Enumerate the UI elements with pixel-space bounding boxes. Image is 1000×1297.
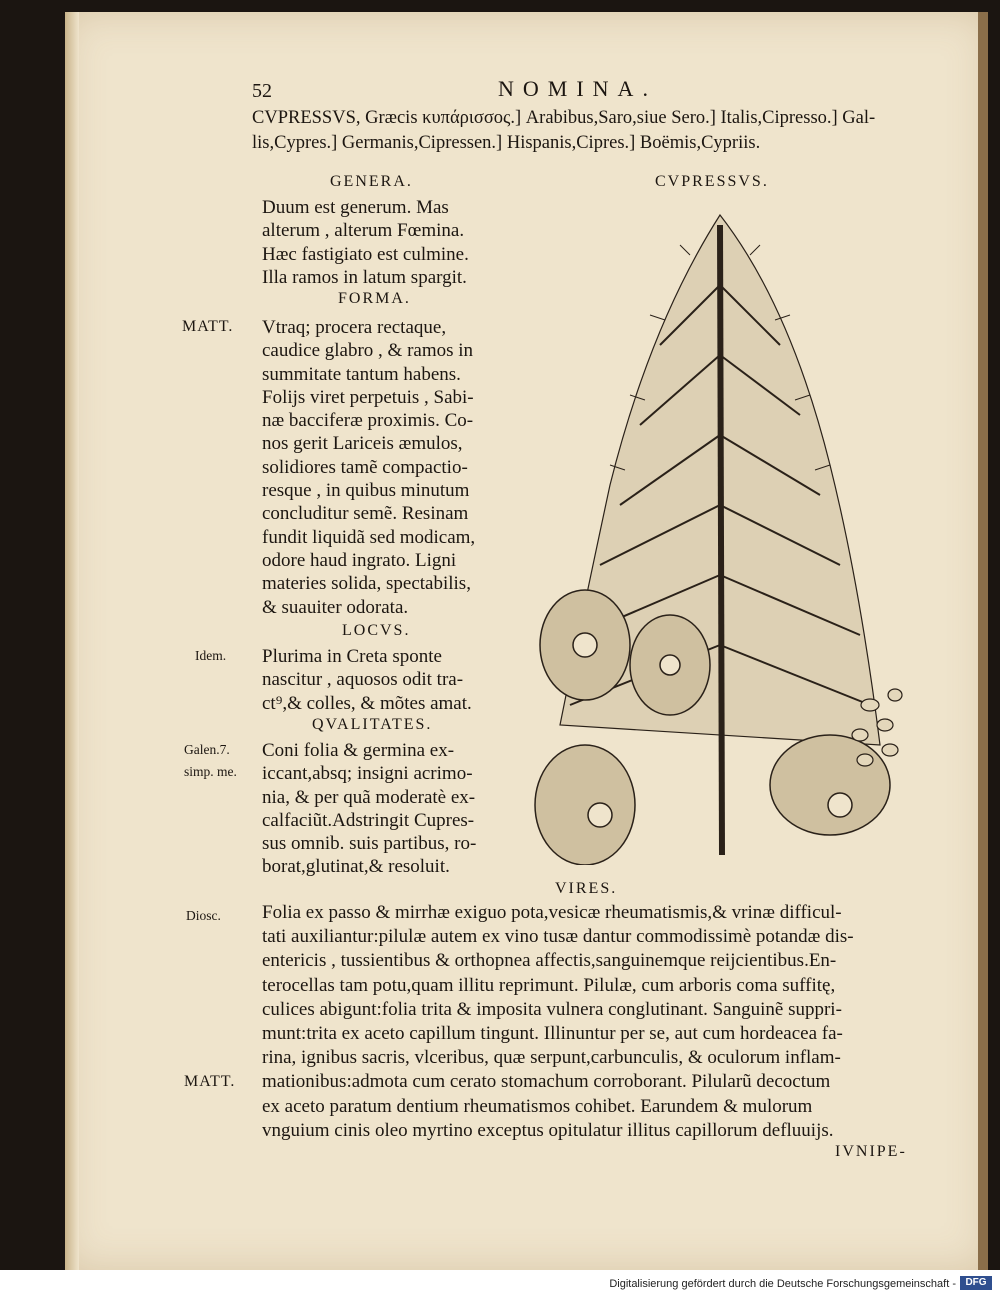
dfg-logo-icon: DFG: [960, 1276, 992, 1290]
text-line: sus omnib. suis partibus, ro-: [262, 833, 477, 855]
text-line: ct⁹,& colles, & mõtes amat.: [262, 692, 472, 714]
text-line: Duum est generum. Mas: [262, 197, 449, 218]
text-line: nia, & per quã moderatè ex-: [262, 786, 476, 808]
text-line: terocellas tam potu,quam illitu reprimunt. Pilulæ, cum arboris coma suffitę,: [262, 974, 836, 996]
text-line: resque , in quibus minutum: [262, 480, 470, 502]
marginal-note-diosc: Diosc.: [186, 908, 221, 923]
text-line: summitate tantum habens.: [262, 363, 461, 385]
text-line: borat,glutinat,& resoluit.: [262, 856, 450, 878]
marginal-note-galen-2: simp. me.: [184, 764, 237, 779]
text-line: Folia ex passo & mirrhæ exiguo pota,vesicæ rheumatismis,& vrinæ difficul-: [262, 902, 842, 923]
heading-genera: GENERA.: [330, 173, 413, 190]
text-line: entericis , tussientibus & orthopnea affectis,sanguinemque reijcientibus.En-: [262, 950, 837, 972]
text-line: nascitur , aquosos odit tra-: [262, 669, 464, 691]
heading-illustration: CVPRESSVS.: [655, 173, 769, 190]
title-line-2: lis,Cypres.] Germanis,Cipressen.] Hispanis,Cipres.] Boëmis,Cypriis.: [252, 133, 761, 153]
book-spine-edge: [978, 12, 988, 1270]
heading-locus: LOCVS.: [342, 622, 411, 639]
text-line: & suauiter odorata.: [262, 596, 409, 618]
text-line: calfaciũt.Adstringit Cupres-: [262, 809, 475, 831]
digitization-footer: [0, 1270, 1000, 1297]
running-head: NOMINA.: [498, 76, 657, 101]
genera-text: [262, 196, 469, 289]
text-line: Vtraq; procera rectaque,: [262, 317, 447, 338]
text-line: nos gerit Lariceis æmulos,: [262, 433, 463, 455]
cypress-tree-woodcut-illustration: [530, 205, 910, 865]
marginal-note-matt: MATT.: [182, 318, 234, 335]
tree-drawing: [530, 205, 910, 865]
text-line: Folijs viret perpetuis , Sabi-: [262, 386, 474, 408]
text-line: Plurima in Creta sponte: [262, 646, 442, 667]
text-line: fundit liquidã sed modicam,: [262, 526, 476, 548]
text-line: culices abigunt:folia trita & imposita vulnera conglutinant. Sanguinẽ suppri-: [262, 998, 842, 1020]
text-line: iccant,absq; insigni acrimo-: [262, 763, 473, 785]
page-number: 52: [252, 80, 272, 102]
text-line: materies solida, spectabilis,: [262, 573, 471, 595]
marginal-note-matt-2: MATT.: [184, 1073, 236, 1090]
qualitates-text: [262, 739, 476, 879]
heading-qualitates: QVALITATES.: [312, 716, 433, 733]
text-line: munt:trita ex aceto capillum tingunt. Illinuntur per se, aut cum hordeacea fa-: [262, 1023, 843, 1045]
text-line: vnguium cinis oleo myrtino exceptus opitulatur illitus capillorum defluuijs.: [262, 1119, 834, 1141]
text-line: caudice glabro , & ramos in: [262, 340, 474, 362]
catchword: IVNIPE-: [835, 1143, 907, 1160]
text-line: ex aceto paratum dentium rheumatismos cohibet. Earundem & mulorum: [262, 1095, 813, 1117]
text-line: mationibus:admota cum cerato stomachum corroborant. Pilularũ decoctum: [262, 1071, 831, 1093]
text-line: Illa ramos in latum spargit.: [262, 266, 467, 288]
text-line: odore haud ingrato. Ligni: [262, 549, 457, 571]
footer-text: Digitalisierung gefördert durch die Deutsche Forschungsgemeinschaft -: [609, 1278, 956, 1290]
text-line: Hæc fastigiato est culmine.: [262, 243, 469, 265]
text-line: næ bacciferæ proximis. Co-: [262, 410, 474, 432]
vires-text: [262, 901, 922, 1143]
text-line: Coni folia & germina ex-: [262, 740, 455, 761]
marginal-note-galen: Galen.7.: [184, 742, 230, 757]
text-line: alterum , alterum Fœmina.: [262, 220, 465, 242]
title-line-1: CVPRESSVS, Græcis κυπάρισσος.] Arabibus,Saro,siue Sero.] Italis,Cipresso.] Gal-: [252, 108, 876, 128]
locus-text: [262, 645, 472, 715]
marginal-note-idem: Idem.: [195, 648, 227, 663]
text-line: rina, ignibus sacris, vlceribus, quæ serpunt,carbunculis, & oculorum inflam-: [262, 1047, 841, 1069]
text-line: concluditur semẽ. Resinam: [262, 503, 469, 525]
text-line: solidiores tamẽ compactio-: [262, 456, 468, 478]
forma-text: [262, 316, 475, 619]
heading-forma: FORMA.: [338, 290, 411, 307]
text-line: tati auxiliantur:pilulæ autem ex vino tusæ dantur commodissimè potandæ dis-: [262, 926, 854, 948]
heading-vires: VIRES.: [555, 880, 618, 897]
